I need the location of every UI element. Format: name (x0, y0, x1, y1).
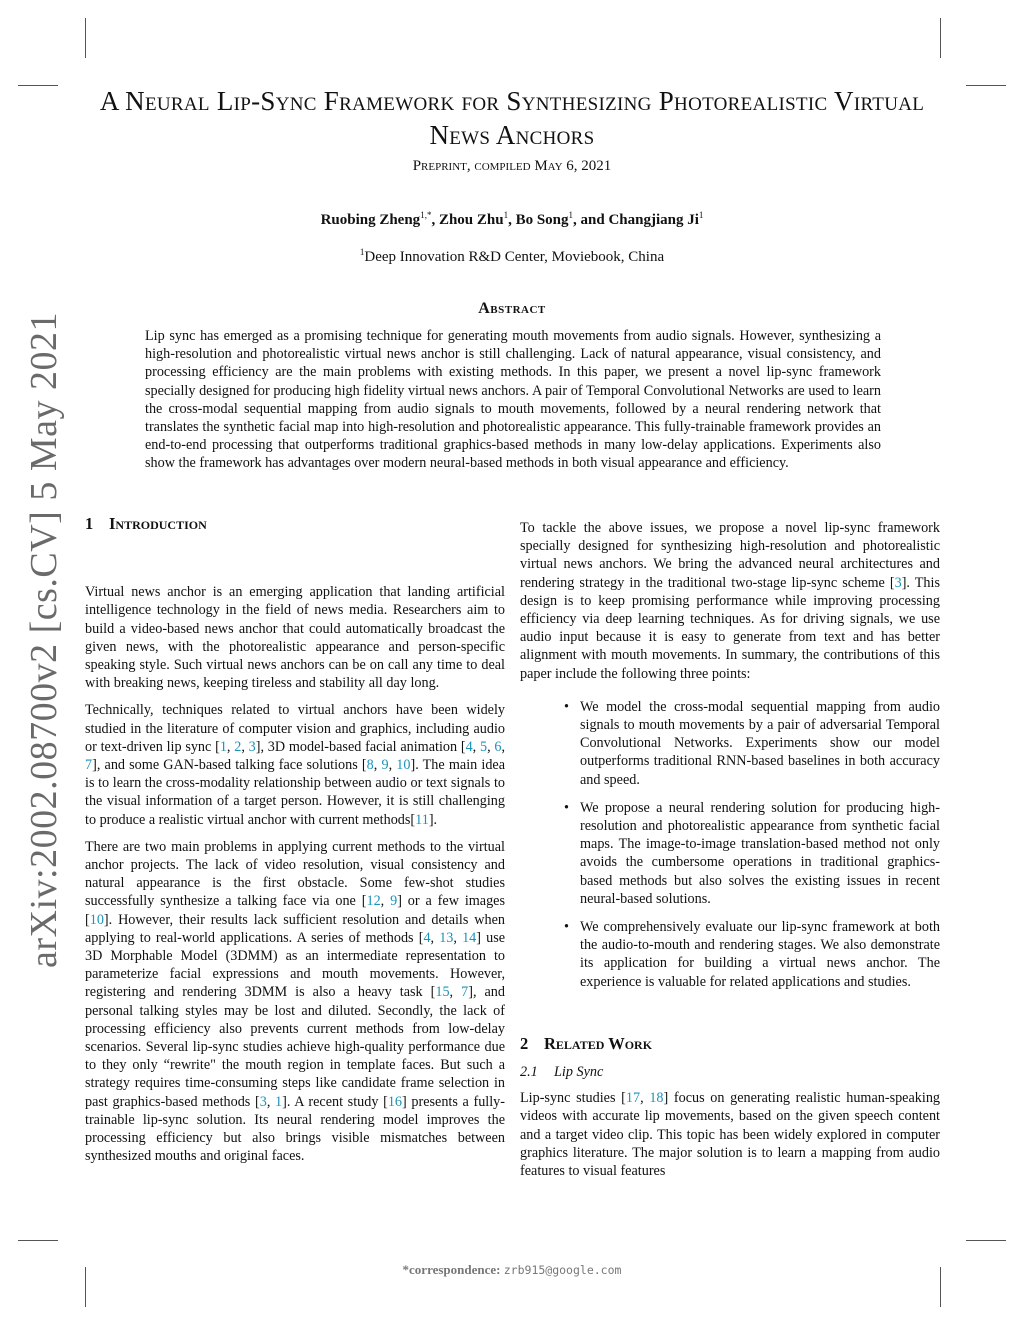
paragraph: Technically, techniques related to virtual anchors have been widely studied in the literature of computer vision and graphics, including audio or text-driven lip sync [1, 2, 3], 3D model-based facial animation [4, 5, 6, 7], and some GAN-based talking face solutions [8, 9, 10]. The main idea is to learn the cross-modality relationship between audio or text signals to the visual information of a target person. However, it is still challenging to produce a realistic virtual anchor with current methods[11]. (85, 702, 506, 828)
contribution-text: We propose a neural rendering solution for producing high-resolution and photorealistic appearance from synthetic facial maps. The image-to-image translation-based method not only avoids the cumbersome operations in traditional graphics-based methods but also solves the existing issues in recent neural-based solutions. (580, 799, 940, 907)
author-list (0, 210, 1024, 229)
citation-link[interactable]: 10 (89, 911, 104, 928)
left-column (85, 515, 505, 1175)
citation-link[interactable]: 17 (625, 1090, 641, 1107)
right-column (520, 519, 940, 1189)
contribution-item (564, 698, 940, 789)
author-name: Ruobing Zheng (320, 212, 421, 228)
author-name: Changjiang Ji (608, 212, 699, 228)
section-heading-related-work (520, 1035, 940, 1053)
citation-link[interactable]: 7 (85, 757, 93, 774)
citation-link[interactable]: 16 (387, 1093, 402, 1110)
citation-link[interactable]: 3 (894, 574, 902, 591)
section-heading-introduction (85, 515, 505, 533)
author-affiliation-mark: 1 (698, 210, 704, 220)
heading-spacer (85, 533, 505, 583)
abstract-text: Lip sync has emerged as a promising technique for generating mouth movements from audio signals. However, synthesizing a high-resolution and photorealistic virtual news anchor is still challenging. Lack of natural appearance, visual consistency, and processing efficiency are the main problems with existing methods. In this paper, we present a novel lip-sync framework specially designed for producing high fidelity virtual news anchors. A pair of Temporal Convolutional Networks are used to learn the cross-modal sequential mapping from audio signals to mouth movements, followed by a neural rendering network that translates the synthetic facial map into high-resolution and photorealistic appearance. This fully-trainable framework provides an end-to-end processing that outperforms traditional graphics-based methods in many low-delay applications. Experiments also show the framework has advantages over modern neural-based methods in both visual appearance and efficiency. (145, 328, 881, 472)
correspondence-footer (0, 1262, 1024, 1278)
section-title: Related Work (544, 1033, 653, 1053)
paper-title: A Neural Lip-Sync Framework for Synthesizing Photorealistic Virtual News Anchors (99, 86, 925, 150)
author-affiliation-mark: 1,* (420, 210, 432, 220)
section-title: Introduction (109, 514, 207, 533)
bullet-icon: • (564, 698, 569, 715)
abstract-heading: Abstract (478, 300, 546, 317)
correspondence-label: *correspondence: (402, 1262, 501, 1277)
author-separator: , (431, 212, 439, 228)
contribution-item (564, 799, 940, 908)
crop-mark (18, 85, 58, 86)
citation-link[interactable]: 3 (259, 1093, 267, 1110)
bullet-icon: • (564, 919, 569, 936)
bullet-icon: • (564, 799, 569, 816)
citation-link[interactable]: 10 (396, 757, 411, 774)
citation-link[interactable]: 4 (423, 929, 431, 946)
citation-link[interactable]: 12 (366, 893, 381, 910)
contribution-item (564, 918, 940, 991)
subsection-number: 2.1 (520, 1064, 538, 1081)
citation-link[interactable]: 11 (415, 811, 429, 828)
arxiv-stamp: arXiv:2002.08700v2 [cs.CV] 5 May 2021 (23, 312, 65, 968)
paragraph: Virtual news anchor is an emerging application that landing artificial intelligence technology in the field of news media. Researchers aim to build a video-based news anchor that could automatically broadcast the given news, with the photorealistic appearance and person-specific speaking style. Such virtual news anchors can be on call any time to deal with breaking news, keeping tireless and stability all day long. (85, 584, 505, 692)
citation-link[interactable]: 13 (439, 929, 454, 946)
citation-link[interactable]: 3 (248, 738, 256, 755)
crop-mark (18, 1240, 58, 1241)
citation-link[interactable]: 8 (366, 757, 374, 774)
contribution-text: We model the cross-modal sequential mapping from audio signals to mouth movements by a pair of adversarial Temporal Convolutional Networks. Experiments show our model outperforms traditional RNN-based baselines in both accuracy and speed. (580, 698, 940, 788)
subsection-title: Lip Sync (554, 1064, 604, 1081)
preprint-date: Preprint, compiled May 6, 2021 (412, 158, 612, 174)
affiliation-text: Deep Innovation R&D Center, Moviebook, China (364, 249, 665, 265)
citation-link[interactable]: 9 (381, 757, 389, 774)
crop-mark (966, 1240, 1006, 1241)
author-separator: , (508, 212, 516, 228)
citation-link[interactable]: 14 (462, 929, 477, 946)
citation-link[interactable]: 7 (461, 984, 469, 1001)
citation-link[interactable]: 1 (219, 738, 227, 755)
paragraph: Lip-sync studies [17, 18] focus on generating realistic human-speaking videos with accurate lip movements, based on the given speech content and a target video clip. This topic has been widely explored in computer graphics literature. The major solution is to learn a mapping from audio features to visual features (520, 1090, 941, 1180)
citation-link[interactable]: 2 (234, 738, 242, 755)
affiliation-mark: 1 (359, 247, 365, 257)
crop-mark (940, 18, 941, 58)
correspondence-email[interactable]: zrb915@google.com (503, 1263, 622, 1277)
citation-link[interactable]: 15 (435, 984, 450, 1001)
paragraph: There are two main problems in applying current methods to the virtual anchor projects. The lack of video resolution, visual consistency and natural appearance is the first obstacle. Some few-shot studies successfully synthesize a talking face via one [12, 9] or a few images [10]. However, their results lack sufficient resolution and details when applying to real-world applications. A series of methods [4, 13, 14] use 3D Morphable Model (3DMM) as an intermediate representation to parameterize facial expressions and mouth movements. However, registering and rendering 3DMM is also a heavy task [15, 7], and personal talking styles may be lost and diluted. Secondly, the lack of processing efficiency also prevents current methods from low-delay scenarios. Several lip-sync studies achieve high-quality performance due to they only “rewrite" the mouth region in template faces. But such a strategy requires time-consuming steps like candidate frame selection in past graphics-based methods [3, 1]. A recent study [16] presents a fully-trainable lip-sync solution. Its neural rendering model improves the processing efficiency but also brings visible mismatches between synthesized mouths and original faces. (85, 838, 506, 1165)
paragraph: To tackle the above issues, we propose a novel lip-sync framework specially designed for synthesizing high-resolution and photorealistic virtual news anchors. We bring the advanced neural architectures and rendering strategy in the traditional two-stage lip-sync scheme [3]. This design is to keep promising performance while improving processing efficiency via deep learning techniques. As for driving signals, we use audio input because it is easy to generate from text and has better alignment with mouth movements. In summary, the contributions of this paper include the following three points: (520, 520, 940, 682)
section-number: 1 (85, 514, 94, 533)
author-name: Zhou Zhu (438, 212, 504, 228)
subsection-heading-lip-sync (520, 1063, 940, 1081)
crop-mark (85, 18, 86, 58)
author-separator: , and (573, 212, 609, 228)
contribution-text: We comprehensively evaluate our lip-sync framework at both the audio-to-mouth and rendering stages. We also demonstrate its application for building a virtual news anchor. The experience is valuable for related applications and studies. (580, 919, 940, 990)
citation-link[interactable]: 5 (479, 738, 488, 755)
author-affiliation-mark: 1 (568, 210, 574, 220)
citation-link[interactable]: 1 (275, 1093, 283, 1110)
section-number: 2 (520, 1033, 529, 1053)
contribution-list (520, 698, 940, 991)
section-spacer (520, 1001, 940, 1035)
citation-link[interactable]: 4 (465, 738, 473, 755)
affiliation (0, 247, 1024, 266)
citation-link[interactable]: 6 (494, 738, 502, 755)
author-name: Bo Song (515, 212, 569, 228)
crop-mark (966, 85, 1006, 86)
citation-link[interactable]: 9 (390, 893, 398, 910)
citation-link[interactable]: 18 (649, 1090, 664, 1107)
author-affiliation-mark: 1 (503, 210, 509, 220)
